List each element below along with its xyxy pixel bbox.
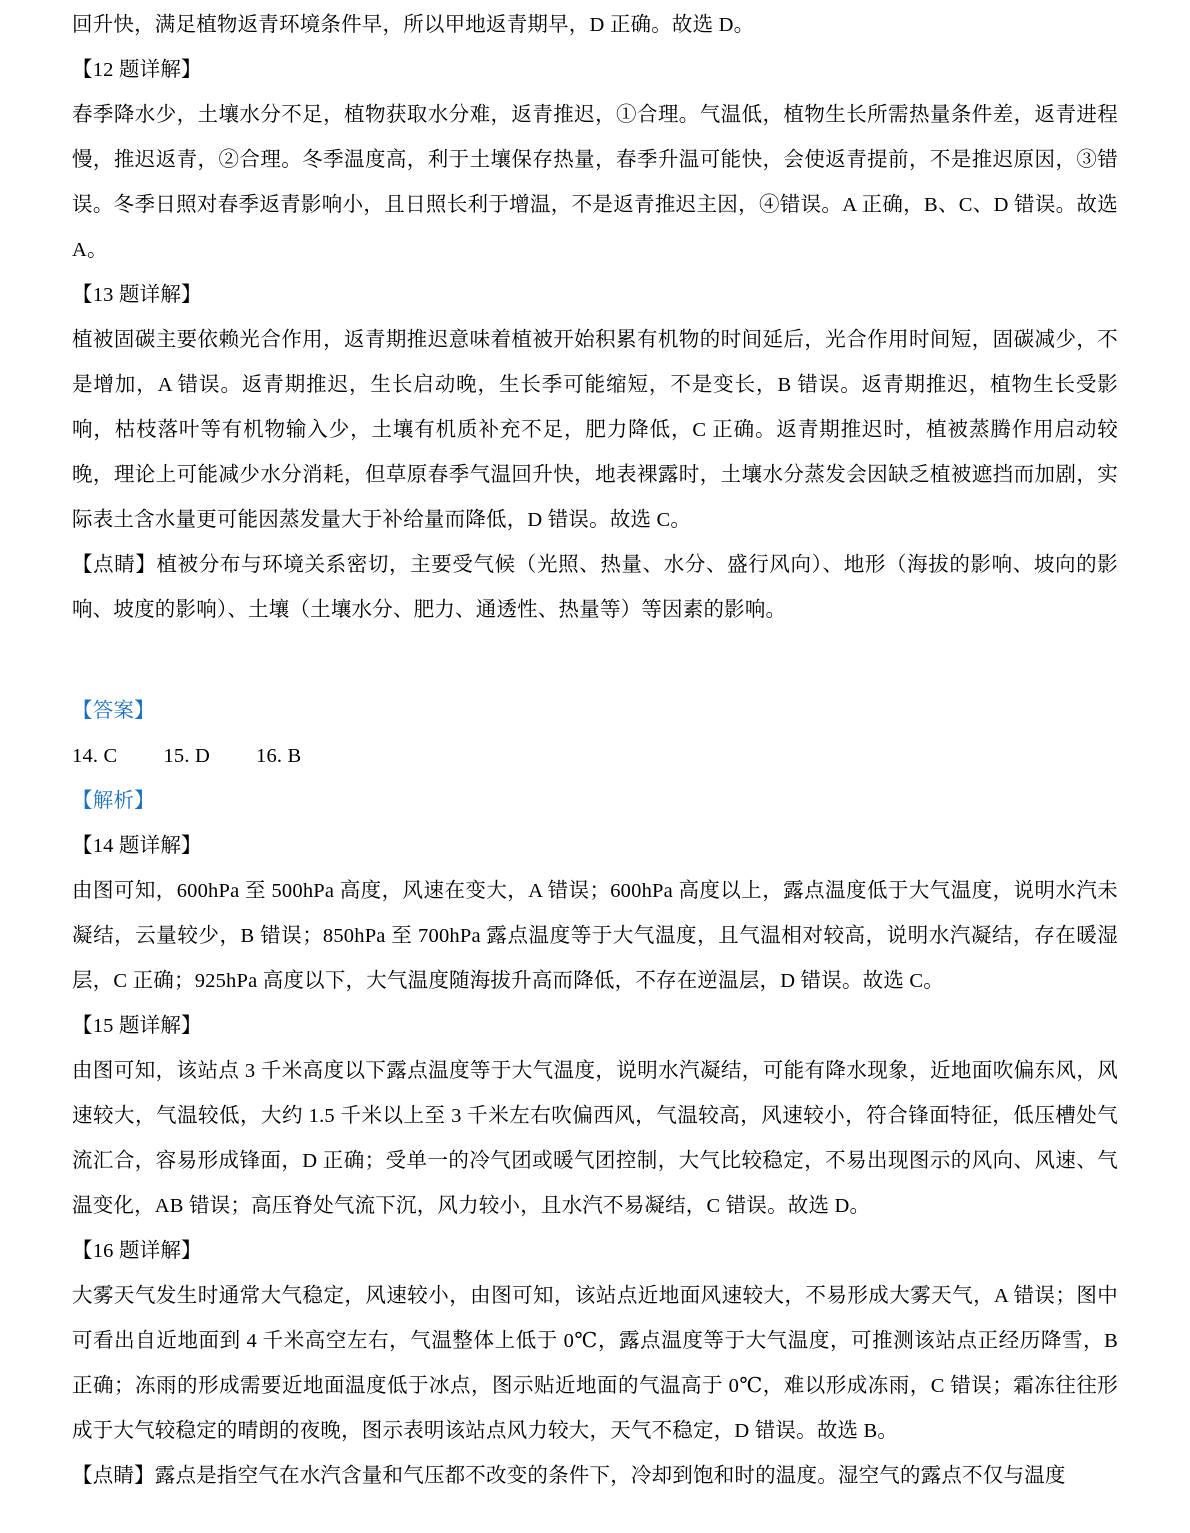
paragraph-q12-detail: 春季降水少，土壤水分不足，植物获取水分难，返青推迟，①合理。气温低，植物生长所需热量条件差，返青进程慢，推迟返青，②合理。冬季温度高，利于土壤保存热量，春季升温可能快，会使返青提前，不是推迟原因，③错误。冬季日照对春季返青影响小，且日照长利于增温，不是返青推迟主因，④错误。A 正确，B、C、D 错误。故选 A。 bbox=[72, 104, 1118, 261]
section-divider-space bbox=[72, 633, 1118, 689]
answer-item-15: 15. D bbox=[163, 745, 210, 767]
paragraph-q14-detail: 由图可知，600hPa 至 500hPa 高度，风速在变大，A 错误；600hPa 高度以上，露点温度低于大气温度，说明水汽未凝结，云量较少，B 错误；850hPa 至 700hPa 露点温度等于大气温度，且气温相对较高，说明水汽凝结，存在暖湿层，C 正确；925hPa 高度以下，大气温度随海拔升高而降低，不存在逆温层，D 错误。故选 C。 bbox=[72, 880, 1118, 992]
paragraph-dianjing-second: 【点睛】露点是指空气在水汽含量和气压都不改变的条件下，冷却到饱和时的温度。湿空气的露点不仅与温度 bbox=[72, 1465, 1066, 1487]
answer-item-16: 16. B bbox=[256, 745, 302, 767]
paragraph-dianjing-first: 【点睛】植被分布与环境关系密切，主要受气候（光照、热量、水分、盛行风向）、地形（海拔的影响、坡向的影响、坡度的影响）、土壤（土壤水分、肥力、通透性、热量等）等因素的影响。 bbox=[72, 554, 1118, 621]
paragraph-q13-detail: 植被固碳主要依赖光合作用，返青期推迟意味着植被开始积累有机物的时间延后，光合作用时间短，固碳减少，不是增加，A 错误。返青期推迟，生长启动晚，生长季可能缩短，不是变长，B 错误。返青期推迟，植物生长受影响，枯枝落叶等有机物输入少，土壤有机质补充不足，肥力降低，C 正确。返青期推迟时，植被蒸腾作用启动较晚，理论上可能减少水分消耗，但草原春季气温回升快，地表裸露时，土壤水分蒸发会因缺乏植被遮挡而加剧，实际表土含水量更可能因蒸发量大于补给量而降低，D 错误。故选 C。 bbox=[72, 329, 1118, 531]
heading-q12-detail: 【12 题详解】 bbox=[72, 59, 202, 81]
paragraph-q15-detail: 由图可知，该站点 3 千米高度以下露点温度等于大气温度，说明水汽凝结，可能有降水现象，近地面吹偏东风，风速较大，气温较低，大约 1.5 千米以上至 3 千米左右吹偏西风，气温较高，风速较小，符合锋面特征，低压槽处气流汇合，容易形成锋面，D 正确；受单一的冷气团或暖气团控制，大气比较稳定，不易出现图示的风向、风速、气温变化，AB 错误；高压脊处气流下沉，风力较小，且水汽不易凝结，C 错误。故选 D。 bbox=[72, 1060, 1118, 1217]
paragraph-continued: 回升快，满足植物返青环境条件早，所以甲地返青期早，D 正确。故选 D。 bbox=[72, 14, 755, 36]
heading-answer: 【答案】 bbox=[72, 700, 155, 722]
heading-q16-detail: 【16 题详解】 bbox=[72, 1240, 202, 1262]
heading-q14-detail: 【14 题详解】 bbox=[72, 835, 202, 857]
heading-analysis: 【解析】 bbox=[72, 790, 155, 812]
answer-list bbox=[72, 734, 1118, 779]
heading-q15-detail: 【15 题详解】 bbox=[72, 1015, 202, 1037]
paragraph-q16-detail: 大雾天气发生时通常大气稳定，风速较小，由图可知，该站点近地面风速较大，不易形成大雾天气，A 错误；图中可看出自近地面到 4 千米高空左右，气温整体上低于 0℃，露点温度等于大气温度，可推测该站点正经历降雪，B 正确；冻雨的形成需要近地面温度低于冰点，图示贴近地面的气温高于 0℃，难以形成冻雨，C 错误；霜冻往往形成于大气较稳定的晴朗的夜晚，图示表明该站点风力较大，天气不稳定，D 错误。故选 B。 bbox=[72, 1285, 1118, 1442]
answer-item-14: 14. C bbox=[72, 745, 118, 767]
heading-q13-detail: 【13 题详解】 bbox=[72, 284, 202, 306]
